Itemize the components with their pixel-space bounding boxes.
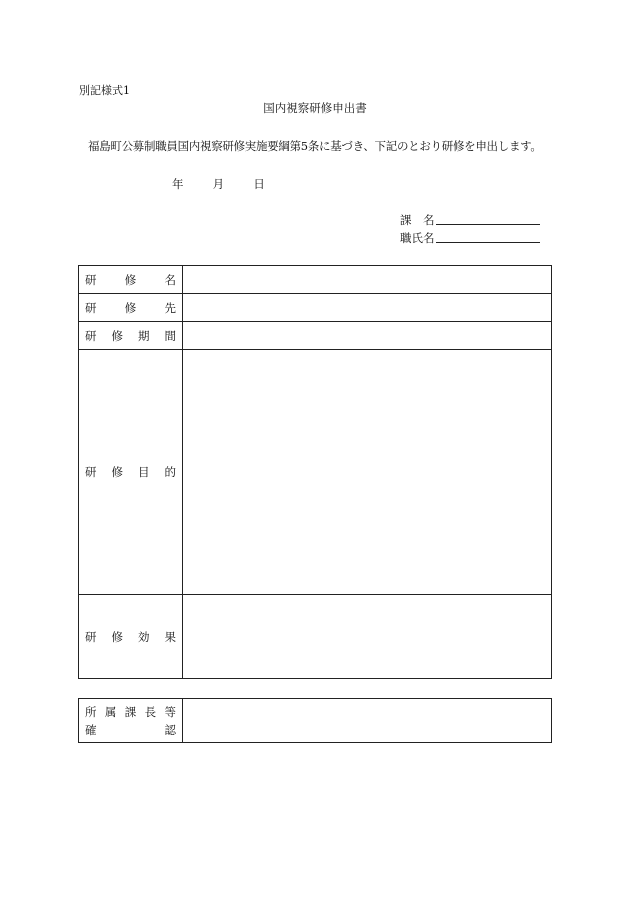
job-title-name-label: 職氏名 — [400, 231, 435, 245]
confirm-label-line2 — [85, 722, 176, 738]
label-char: 等 — [164, 704, 176, 719]
label-char: 属 — [104, 704, 117, 719]
table-row — [79, 322, 552, 350]
label-char: 果 — [164, 629, 176, 644]
day-label: 日 — [253, 177, 265, 191]
label-char: 長 — [144, 704, 157, 719]
training-destination-field[interactable] — [183, 294, 552, 322]
date-row — [172, 176, 265, 192]
label-char: 課 — [124, 704, 137, 719]
table-row — [79, 266, 552, 294]
label-char: 名 — [164, 272, 176, 287]
intro-text: 福島町公募制職員国内視察研修実施要綱第5条に基づき、下記のとおり研修を申出します。 — [88, 139, 542, 153]
label-char: 修 — [124, 300, 137, 315]
label-char: 先 — [164, 300, 176, 315]
label-char: 修 — [124, 272, 137, 287]
label-char: 研 — [85, 328, 97, 343]
training-period-label — [79, 322, 183, 350]
training-effect-field[interactable] — [183, 595, 552, 679]
label-char: 修 — [111, 465, 123, 479]
table-row — [79, 350, 552, 595]
table-row — [79, 595, 552, 679]
training-name-label — [79, 266, 183, 294]
label-char: 間 — [164, 328, 176, 343]
label-char: 研 — [85, 272, 97, 287]
label-char: 研 — [85, 629, 97, 644]
label-char: 期 — [138, 328, 150, 343]
label-char: 的 — [164, 465, 176, 479]
label-char: 研 — [85, 465, 97, 479]
training-purpose-label — [79, 350, 183, 595]
table-row — [79, 699, 552, 743]
manager-confirmation-field[interactable] — [183, 699, 552, 743]
section-name-label: 課 名 — [400, 213, 435, 227]
training-destination-label — [79, 294, 183, 322]
label-char: 修 — [111, 629, 123, 644]
training-purpose-field[interactable] — [183, 350, 552, 595]
label-char: 効 — [138, 629, 150, 644]
section-name-line[interactable] — [436, 224, 540, 225]
label-char: 所 — [85, 704, 97, 719]
year-label: 年 — [172, 177, 184, 191]
manager-confirmation-label — [79, 699, 183, 743]
form-identifier: 別記様式1 — [79, 84, 130, 97]
training-period-field[interactable] — [183, 322, 552, 350]
label-char: 研 — [85, 300, 97, 315]
month-label: 月 — [212, 177, 225, 191]
label-char: 修 — [111, 328, 123, 343]
label-char: 目 — [138, 465, 150, 479]
document-title: 国内視察研修申出書 — [263, 101, 367, 115]
training-name-field[interactable] — [183, 266, 552, 294]
confirmation-table — [78, 698, 552, 743]
label-char: 確 — [85, 722, 97, 737]
job-title-name-line[interactable] — [436, 242, 540, 243]
training-effect-label — [79, 595, 183, 679]
table-row — [79, 294, 552, 322]
label-char: 認 — [164, 722, 176, 737]
application-form-table — [78, 265, 552, 679]
confirm-label-line1 — [85, 704, 176, 720]
